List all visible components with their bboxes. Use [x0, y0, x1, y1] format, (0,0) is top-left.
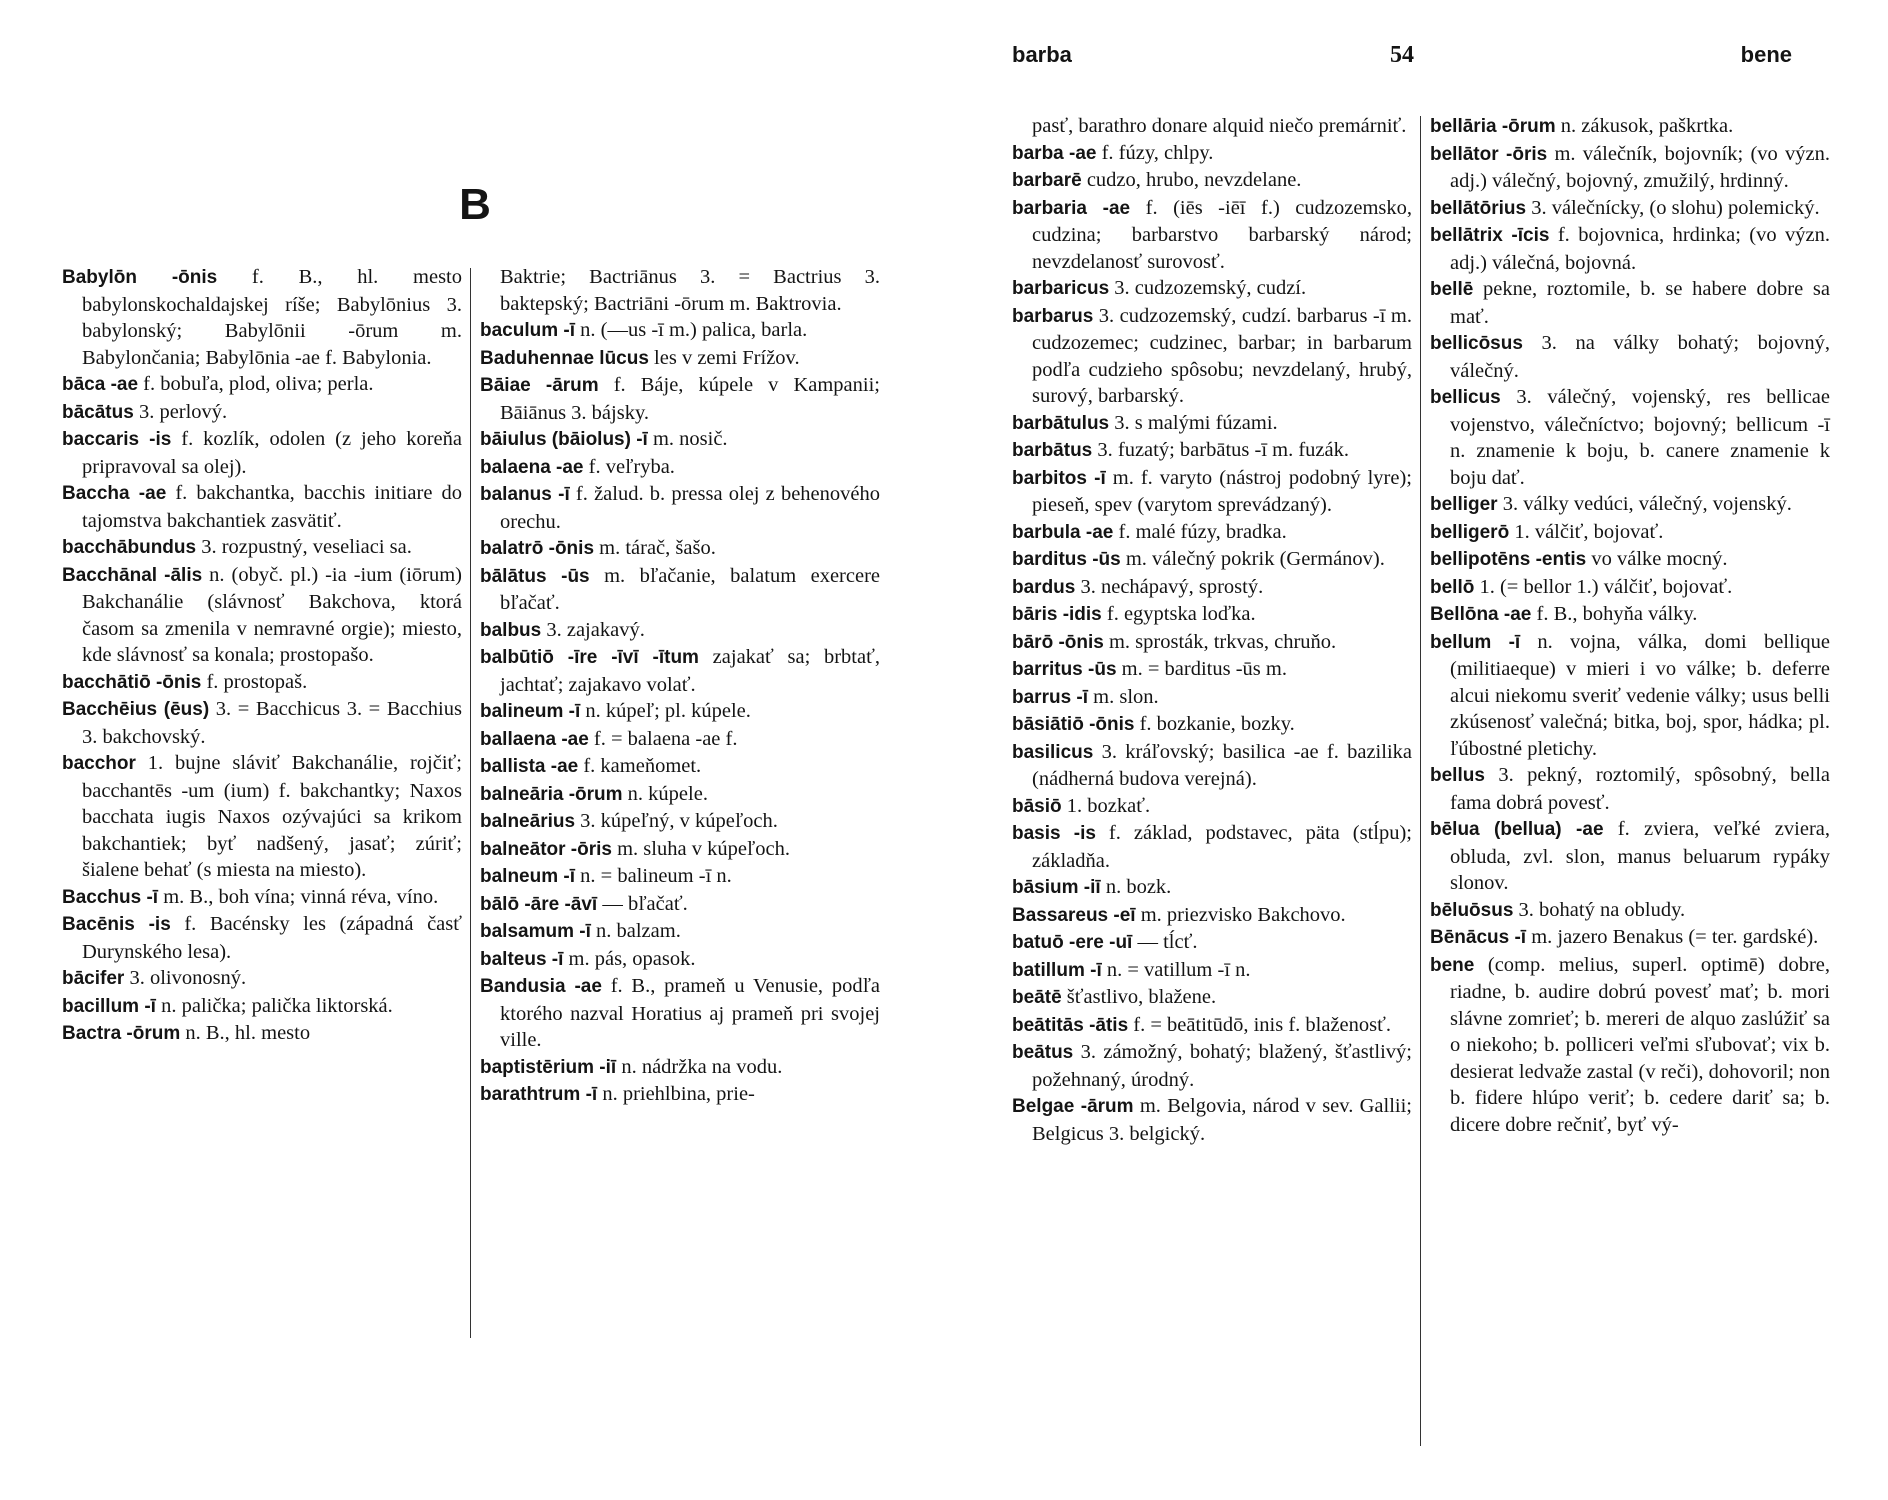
- dictionary-entry: [62, 264, 462, 371]
- entry-definition: f. fúzy, chlpy.: [1096, 141, 1214, 164]
- entry-definition: 3. zámožný, bohatý; blažený, šťastlivý; požehnaný, úrodný.: [1032, 1041, 1412, 1091]
- entry-headword: bāris -idis: [1012, 604, 1102, 625]
- entry-headword: beātitās -ātis: [1012, 1014, 1129, 1036]
- dictionary-entry: [480, 317, 880, 345]
- entry-headword: Bacchēius (ēus): [62, 699, 210, 720]
- dictionary-entry: [1012, 1012, 1412, 1040]
- entry-headword: belliger: [1430, 494, 1498, 515]
- dictionary-entry: [1012, 574, 1412, 602]
- entry-headword: barbaria -ae: [1012, 197, 1131, 219]
- entry-headword: bēluōsus: [1430, 899, 1514, 921]
- entry-headword: barbula -ae: [1012, 521, 1114, 543]
- entry-definition: n. kúpele.: [622, 782, 708, 805]
- entry-definition: f. základ, podstavec, päta (stĺpu); základňa.: [1032, 822, 1412, 872]
- right-page: [944, 0, 1888, 1500]
- dictionary-entry: [1012, 113, 1412, 140]
- entry-definition: f. B., bohyňa války.: [1531, 603, 1698, 625]
- entry-definition: m. tárač, šašo.: [594, 537, 716, 559]
- dictionary-entry: [1430, 546, 1830, 574]
- dictionary-entry: [480, 535, 880, 563]
- entry-definition: — tĺcť.: [1132, 931, 1198, 953]
- entry-definition: m. pás, opasok.: [563, 947, 696, 970]
- entry-definition: n. vojna, válka, domi bellique (militiaeque) v mieri i vo válke; b. deferre alcui niekomu sveriť vedenie války; usus belli zkúsenosť valečná; bitka, boj, spor, hádka; pl. ľúbostné pletichy.: [1450, 630, 1830, 760]
- entry-headword: basis -is: [1012, 823, 1096, 844]
- dictionary-entry: [480, 836, 880, 864]
- dictionary-entry: [1430, 491, 1830, 519]
- dictionary-entry: [1430, 924, 1830, 952]
- dictionary-entry: [480, 918, 880, 946]
- entry-definition: m. bľačanie, balatum exercere bľačať.: [500, 564, 880, 614]
- entry-definition: f. B., hl. mesto babylonskochaldajskej ríše; Babylōnius 3. babylonský; Babylōnii -ōrum m. Babylončania; Babylōnia -ae f. Babylonia.: [82, 266, 462, 369]
- entry-headword: bardus: [1012, 576, 1076, 598]
- entry-definition: n. bozk.: [1100, 876, 1172, 898]
- entry-headword: bacchātiō -ōnis: [62, 671, 202, 693]
- entry-headword: balsamum -ī: [480, 921, 591, 942]
- entry-headword: beātus: [1012, 1042, 1074, 1063]
- entry-definition: n. zákusok, paškrtka.: [1555, 115, 1734, 137]
- running-head-right: bene: [1740, 42, 1792, 67]
- entry-definition: 3. válečný, vojenský, res bellicae vojenstvo, válečníctvo; bojovný; bellicum -ī n. znamenie k boju, b. canere znamenie k boju dať.: [1450, 386, 1830, 489]
- entry-definition: 3. kráľovský; basilica -ae f. bazilika (nádherná budova verejná).: [1032, 740, 1412, 790]
- entry-headword: bārō -ōnis: [1012, 631, 1104, 653]
- entry-headword: balanus -ī: [480, 484, 570, 505]
- entry-headword: bellipotēns -entis: [1430, 549, 1587, 570]
- dictionary-entry: [1430, 952, 1830, 1139]
- entry-headword: Bacchānal -ālis: [62, 564, 203, 586]
- entry-definition: m. válečník, bojovník; (vo význ. adj.) válečný, bojovný, zmužilý, hrdinný.: [1450, 142, 1831, 192]
- dictionary-entry: [480, 454, 880, 482]
- dictionary-entry: [480, 698, 880, 726]
- dictionary-entry: [1012, 519, 1412, 547]
- entry-headword: Babylōn -ōnis: [62, 267, 218, 288]
- entry-definition: f. malé fúzy, bradka.: [1113, 520, 1287, 543]
- dictionary-entry: [480, 345, 880, 373]
- section-letter: B: [459, 180, 491, 229]
- dictionary-entry: [480, 264, 880, 317]
- dictionary-entry: [62, 480, 462, 534]
- dictionary-entry: [1012, 929, 1412, 957]
- dictionary-entry: [1012, 711, 1412, 739]
- entry-headword: bacchābundus: [62, 537, 197, 558]
- dictionary-entry: [480, 372, 880, 426]
- dictionary-entry: [480, 808, 880, 836]
- entry-headword: beātē: [1012, 987, 1062, 1008]
- entry-headword: bellē: [1430, 279, 1474, 300]
- entry-definition: f. egyptska loďka.: [1101, 603, 1256, 625]
- entry-headword: balneātor -ōris: [480, 838, 612, 860]
- entry-definition: m. = barditus -ūs m.: [1116, 658, 1287, 680]
- entry-headword: bāca -ae: [62, 374, 139, 395]
- dictionary-entry: [1430, 629, 1830, 763]
- entry-definition: 3. olivonosný.: [124, 967, 247, 989]
- entry-definition: m. sluha v kúpeľoch.: [611, 837, 790, 860]
- entry-headword: balaena -ae: [480, 456, 584, 478]
- dictionary-entry: [1012, 984, 1412, 1012]
- column-divider: [470, 268, 471, 1338]
- dictionary-entry: [1430, 601, 1830, 629]
- entry-definition: n. = vatillum -ī n.: [1101, 958, 1251, 981]
- entry-headword: balteus -ī: [480, 948, 564, 970]
- entry-definition: m. nosič.: [647, 428, 728, 450]
- dictionary-entry: [480, 863, 880, 891]
- entry-headword: basilicus: [1012, 741, 1094, 763]
- entry-definition: f. B., prameň u Venusie, podľa ktorého nazval Horatius aj prameň pri svojej ville.: [500, 975, 880, 1051]
- left-column-2: [480, 264, 880, 1109]
- entry-headword: bacchor: [62, 753, 136, 774]
- entry-headword: Belgae -ārum: [1012, 1096, 1134, 1117]
- entry-definition: f. (iēs -iēī f.) cudzozemsko, cudzina; barbarstvo barbarský národ; nevzdelanosť surovosť.: [1032, 196, 1412, 273]
- entry-definition: m. priezvisko Bakchovo.: [1135, 903, 1346, 926]
- entry-headword: ballista -ae: [480, 756, 579, 777]
- entry-definition: 1. (= bellor 1.) válčiť, bojovať.: [1474, 575, 1733, 598]
- entry-definition: f. prostopaš.: [201, 670, 308, 693]
- entry-headword: bellum -ī: [1430, 631, 1521, 653]
- dictionary-entry: [62, 911, 462, 965]
- entry-definition: m. slon.: [1088, 685, 1159, 708]
- entry-definition: pekne, roztomile, b. se habere dobre sa mať.: [1450, 278, 1830, 328]
- dictionary-entry: [62, 534, 462, 562]
- dictionary-entry: [1430, 816, 1830, 897]
- entry-headword: Bacchus -ī: [62, 886, 159, 908]
- dictionary-entry: [1012, 1039, 1412, 1093]
- column-divider: [1420, 116, 1421, 1446]
- entry-headword: bellicus: [1430, 387, 1501, 408]
- dictionary-entry: [1012, 739, 1412, 793]
- entry-headword: balbūtiō -īre -īvī -ītum: [480, 647, 699, 668]
- entry-definition: n. = balineum -ī n.: [575, 865, 732, 887]
- dictionary-entry: [1430, 384, 1830, 491]
- dictionary-entry: [1012, 410, 1412, 438]
- dictionary-entry: [480, 481, 880, 535]
- dictionary-entry: [480, 726, 880, 754]
- dictionary-entry: [1430, 762, 1830, 816]
- entry-headword: barbarus: [1012, 305, 1094, 327]
- entry-definition: f. bozkanie, bozky.: [1134, 713, 1295, 735]
- entry-definition: — bľačať.: [597, 892, 688, 915]
- entry-definition: 3. = Bacchicus 3. = Bacchius 3. bakchovský.: [82, 698, 462, 748]
- entry-headword: bācifer: [62, 968, 125, 989]
- entry-headword: batuō -ere -uī: [1012, 932, 1133, 953]
- entry-headword: ballaena -ae: [480, 728, 589, 750]
- entry-definition: m. sprosták, trkvas, chruňo.: [1103, 630, 1337, 653]
- dictionary-entry: [62, 426, 462, 480]
- entry-headword: belligerō: [1430, 521, 1510, 543]
- entry-definition: f. žalud. b. pressa olej z behenového orechu.: [500, 483, 880, 533]
- entry-definition: 3. válečnícky, (o slohu) polemický.: [1526, 196, 1820, 219]
- entry-headword: baptistērium -iī: [480, 1056, 617, 1078]
- entry-headword: bellāria -ōrum: [1430, 116, 1556, 137]
- entry-headword: barbātus: [1012, 440, 1093, 461]
- entry-definition: 3. na války bohatý; bojovný, válečný.: [1450, 332, 1830, 382]
- dictionary-entry: [1012, 902, 1412, 930]
- dictionary-entry: [1430, 330, 1830, 384]
- entry-definition: 3. cudzozemský, cudzí. barbarus -ī m. cudzozemec; cudzinec, barbar; in barbarum podľa cudzieho spôsobu; nevzdelaný, hrubý, surový, barbarský.: [1032, 304, 1412, 407]
- entry-definition: m. B., boh vína; vinná réva, víno.: [158, 885, 439, 908]
- entry-definition: n. balzam.: [590, 920, 681, 942]
- entry-headword: Bēnācus -ī: [1430, 927, 1527, 948]
- entry-headword: bāiulus (bāiolus) -ī: [480, 429, 648, 450]
- dictionary-entry: [1012, 793, 1412, 821]
- dictionary-entry: [62, 965, 462, 993]
- dictionary-entry: [480, 1081, 880, 1109]
- entry-definition: (comp. melius, superl. optimē) dobre, riadne, b. audire dobrú povesť mať; b. mori slávne zomrieť; b. mereri de alquo zaslúžiť sa o niekoho; b. polliceri veľmi sľubovať; vix b. desierat ledvaže zastal (v reči), dohovoril; non b. fidere hlúpo veriť; b. cedere dariť sa; b. dicere dobre rečniť, byť vý-: [1450, 953, 1830, 1136]
- dictionary-entry: [480, 617, 880, 645]
- dictionary-entry: [1012, 957, 1412, 985]
- entry-definition: 1. bujne sláviť Bakchanálie, rojčiť; bacchantēs -um (ium) f. bakchantky; Naxos bacchata iugis Naxos ozývajúci sa krikom bakchantiek; byť nadšený, jasať; zúriť; šialene behať (s miesta na miesto).: [82, 752, 462, 881]
- entry-headword: barbitos -ī: [1012, 467, 1106, 489]
- entry-headword: balneāria -ōrum: [480, 783, 623, 805]
- entry-headword: balineum -ī: [480, 701, 581, 722]
- entry-headword: bēlua (bellua) -ae: [1430, 819, 1604, 840]
- dictionary-entry: [1012, 684, 1412, 712]
- running-head-left: barba: [1012, 42, 1072, 67]
- entry-headword: bellus: [1430, 765, 1485, 786]
- entry-definition: 3. války vedúci, válečný, vojenský.: [1497, 493, 1792, 515]
- entry-definition: 3. pekný, roztomilý, spôsobný, bella fama dobrá povesť.: [1450, 764, 1830, 814]
- entry-definition: zajakať sa; brbtať, jachtať; zajakavo volať.: [500, 646, 880, 696]
- entry-definition: f. kozlík, odolen (z jeho koreňa pripravoval sa olej).: [82, 428, 462, 478]
- dictionary-entry: [480, 563, 880, 617]
- dictionary-entry: [1012, 874, 1412, 902]
- dictionary-entry: [1012, 303, 1412, 410]
- entry-headword: balatrō -ōnis: [480, 538, 595, 559]
- entry-definition: šťastlivo, blažene.: [1061, 986, 1217, 1008]
- entry-definition: Baktrie; Bactriānus 3. = Bactrius 3. baktерský; Bactriāni -ōrum m. Baktrovia.: [500, 266, 880, 315]
- dictionary-entry: [480, 753, 880, 781]
- entry-headword: bālō -āre -āvī: [480, 893, 598, 915]
- entry-headword: bene: [1430, 954, 1475, 976]
- dictionary-entry: [1430, 195, 1830, 223]
- left-column-1: [62, 264, 462, 1048]
- dictionary-entry: [1012, 820, 1412, 874]
- entry-definition: f. = balaena -ae f.: [588, 727, 738, 750]
- dictionary-entry: [1430, 897, 1830, 925]
- entry-headword: bellātrix -īcis: [1430, 225, 1550, 246]
- entry-definition: f. veľryba.: [583, 455, 675, 478]
- entry-headword: Bandusia -ae: [480, 976, 602, 997]
- entry-headword: barbaricus: [1012, 278, 1110, 299]
- entry-headword: Baccha -ae: [62, 483, 167, 504]
- dictionary-entry: [62, 399, 462, 427]
- dictionary-entry: [480, 891, 880, 919]
- entry-headword: balneārius: [480, 811, 576, 832]
- entry-definition: 3. nechápavý, sprostý.: [1075, 575, 1264, 598]
- dictionary-entry: [480, 946, 880, 974]
- entry-definition: n. priehlbina, prie-: [597, 1083, 755, 1105]
- entry-definition: f. bakchantka, bacchis initiare do tajomstva bakchantiek zasvätiť.: [82, 482, 462, 532]
- dictionary-entry: [62, 562, 462, 669]
- page-number: 54: [1390, 42, 1414, 68]
- entry-headword: barba -ae: [1012, 142, 1097, 164]
- dictionary-entry: [1012, 437, 1412, 465]
- dictionary-entry: [1430, 113, 1830, 141]
- entry-definition: n. kúpeľ; pl. kúpele.: [580, 700, 751, 722]
- dictionary-entry: [480, 781, 880, 809]
- dictionary-entry: [480, 1054, 880, 1082]
- entry-definition: 3. s malými fúzami.: [1109, 411, 1278, 434]
- entry-headword: barritus -ūs: [1012, 659, 1117, 680]
- entry-definition: f. zviera, veľké zviera, obluda, zvl. slon, manus beluarum rypáky slonov.: [1450, 818, 1830, 894]
- entry-headword: bāsiō: [1012, 795, 1062, 817]
- right-column-2: [1430, 113, 1830, 1138]
- entry-headword: bellātōrius: [1430, 197, 1527, 219]
- right-column-1: [1012, 113, 1412, 1147]
- entry-definition: n. palička; palička liktorská.: [155, 994, 393, 1017]
- entry-definition: m. válečný pokrik (Germánov).: [1120, 548, 1385, 570]
- entry-definition: 1. válčiť, bojovať.: [1509, 520, 1664, 543]
- entry-headword: barbarē: [1012, 170, 1082, 191]
- dictionary-entry: [62, 1020, 462, 1048]
- dictionary-entry: [1012, 1093, 1412, 1147]
- entry-definition: f. Bacénsky les (západná časť Durynského lesa).: [82, 913, 462, 963]
- dictionary-entry: [1430, 222, 1830, 276]
- entry-definition: f. kameňomet.: [578, 755, 702, 777]
- dictionary-entry: [1430, 276, 1830, 330]
- entry-definition: m. f. varyto (nástroj podobný lyre); pieseň, spev (varytom sprevádzaný).: [1032, 466, 1412, 516]
- dictionary-entry: [480, 973, 880, 1054]
- entry-definition: f. bobuľa, plod, oliva; perla.: [138, 373, 374, 395]
- entry-headword: bālātus -ūs: [480, 565, 590, 587]
- dictionary-entry: [62, 750, 462, 884]
- entry-definition: 3. cudzozemský, cudzí.: [1109, 277, 1307, 299]
- dictionary-entry: [1012, 546, 1412, 574]
- entry-definition: 3. fuzatý; barbātus -ī m. fuzák.: [1092, 439, 1349, 461]
- entry-definition: 3. perlový.: [133, 400, 228, 423]
- entry-headword: barathtrum -ī: [480, 1084, 598, 1105]
- entry-definition: 3. rozpustný, veseliaci sa.: [196, 536, 412, 558]
- entry-definition: f. bojovnica, hrdinka; (vo význ. adj.) válečná, bojovná.: [1450, 224, 1830, 274]
- entry-headword: balbus: [480, 619, 542, 641]
- entry-headword: bācātus: [62, 401, 134, 423]
- entry-definition: 3. zajakavý.: [541, 618, 645, 641]
- entry-definition: les v zemi Frížov.: [648, 346, 800, 369]
- dictionary-entry: [1012, 656, 1412, 684]
- entry-headword: bacillum -ī: [62, 995, 156, 1017]
- entry-headword: baculum -ī: [480, 320, 576, 341]
- entry-definition: n. (obyč. pl.) -ia -ium (iōrum) Bakchanálie (slávnosť Bakchova, ktorá časom sa zmenila v nemravné orgie); miesto, kde slávnosť sa konala; prostopašo.: [82, 563, 462, 666]
- entry-headword: barditus -ūs: [1012, 549, 1121, 570]
- entry-definition: cudzo, hrubo, nevzdelane.: [1081, 169, 1302, 191]
- entry-definition: n. nádržka na vodu.: [616, 1055, 783, 1078]
- entry-headword: barrus -ī: [1012, 686, 1089, 708]
- dictionary-entry: [480, 644, 880, 698]
- entry-definition: 1. bozkať.: [1061, 794, 1151, 817]
- entry-headword: bellō: [1430, 576, 1475, 598]
- dictionary-entry: [1430, 141, 1830, 195]
- entry-definition: n. (—us -ī m.) palica, barla.: [575, 319, 808, 341]
- entry-headword: Bactra -ōrum: [62, 1023, 181, 1044]
- dictionary-entry: [1012, 275, 1412, 303]
- dictionary-entry: [62, 696, 462, 750]
- entry-definition: 3. bohatý na obludy.: [1513, 898, 1686, 921]
- entry-definition: 3. kúpeľný, v kúpeľoch.: [575, 810, 778, 832]
- entry-headword: Baduhennae lūcus: [480, 347, 649, 369]
- entry-definition: m. Belgovia, národ v sev. Gallii; Belgicus 3. belgický.: [1032, 1095, 1413, 1145]
- dictionary-entry: [62, 371, 462, 399]
- dictionary-entry: [1012, 601, 1412, 629]
- dictionary-entry: [1012, 195, 1412, 276]
- entry-headword: Bassareus -eī: [1012, 904, 1136, 926]
- dictionary-entry: [1012, 629, 1412, 657]
- entry-definition: vo válke mocný.: [1586, 548, 1728, 570]
- entry-definition: f. Báje, kúpele v Kampanii; Bāiānus 3. bájsky.: [500, 374, 880, 424]
- entry-headword: bellātor -ōris: [1430, 143, 1548, 165]
- entry-definition: n. B., hl. mesto: [180, 1022, 311, 1044]
- entry-headword: bāsiātiō -ōnis: [1012, 714, 1135, 735]
- dictionary-entry: [480, 426, 880, 454]
- entry-definition: m. jazero Benakus (= ter. gardské).: [1526, 926, 1819, 948]
- dictionary-entry: [62, 993, 462, 1021]
- dictionary-entry: [62, 669, 462, 697]
- entry-headword: Bacēnis -is: [62, 914, 171, 935]
- dictionary-entry: [1012, 167, 1412, 195]
- entry-headword: barbātulus: [1012, 412, 1110, 434]
- entry-headword: Bellōna -ae: [1430, 604, 1532, 625]
- entry-headword: Bāiae -ārum: [480, 375, 599, 396]
- dictionary-entry: [62, 884, 462, 912]
- dictionary-entry: [1430, 519, 1830, 547]
- entry-definition: f. = beātitūdō, inis f. blaženosť.: [1128, 1013, 1392, 1036]
- dictionary-entry: [1430, 574, 1830, 602]
- entry-headword: bellicōsus: [1430, 333, 1523, 354]
- entry-headword: batillum -ī: [1012, 959, 1102, 981]
- dictionary-entry: [1012, 140, 1412, 168]
- running-head: [1012, 42, 1792, 78]
- entry-definition: pasť, barathro donare alquid niečo premárniť.: [1032, 115, 1407, 137]
- entry-headword: baccaris -is: [62, 429, 172, 450]
- dictionary-entry: [1012, 465, 1412, 519]
- entry-headword: balneum -ī: [480, 866, 576, 887]
- entry-headword: bāsium -iī: [1012, 877, 1101, 898]
